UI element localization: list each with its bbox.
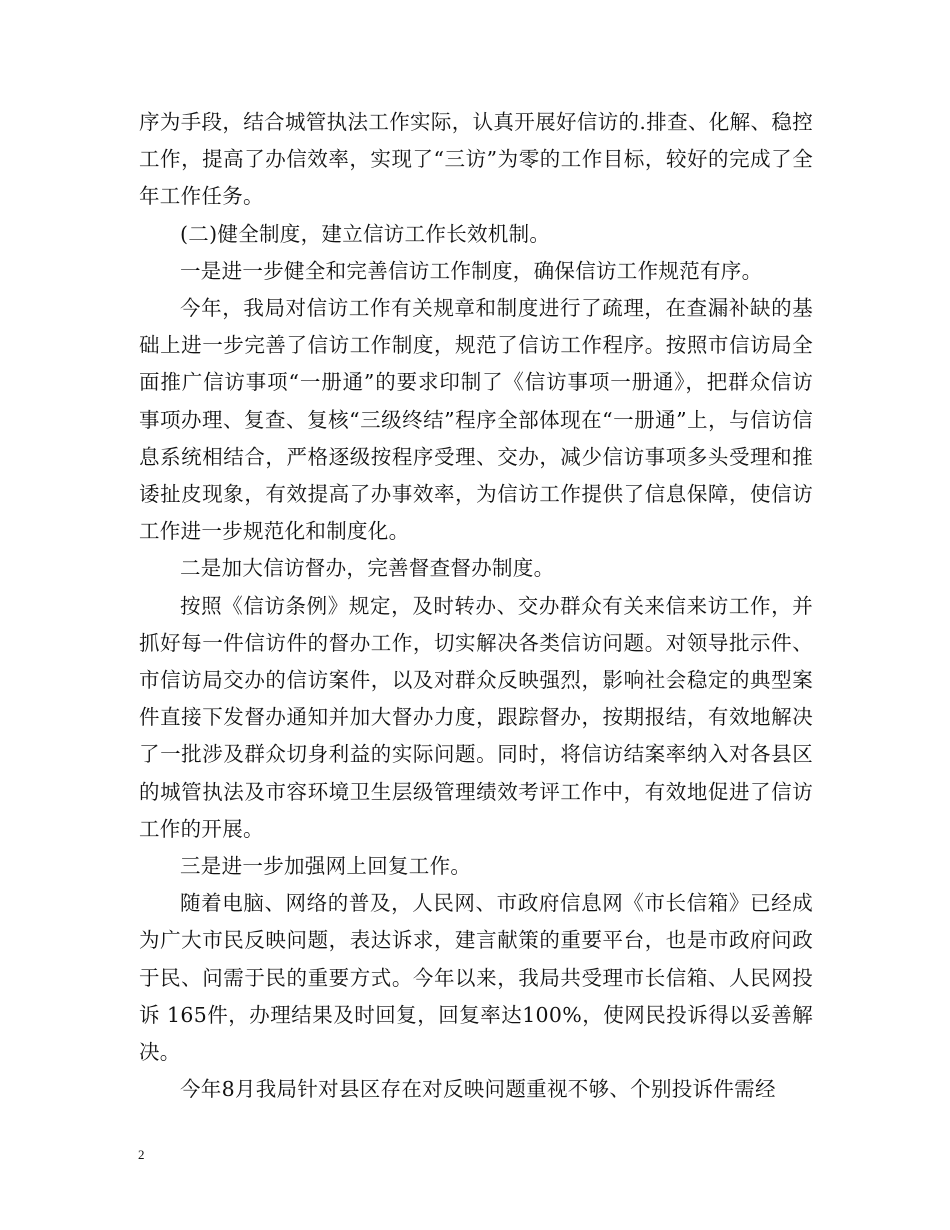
paragraph: 今年，我局对信访工作有关规章和制度进行了疏理，在查漏补缺的基础上进一步完善了信访工作制度，规范了信访工作程序。按照市信访局全面推广信访事项“一册通”的要求印制了《信访事项一册通》，把群众信访事项办理、复查、复核“三级终结”程序全部体现在“一册通”上，与信访信息系统相结合，严格逐级按程序受理、交办，减少信访事项多头受理和推诿扯皮现象，有效提高了办事效率，为信访工作提供了信息保障，使信访工作进一步规范化和制度化。 xyxy=(139,296,813,544)
paragraph: 随着电脑、网络的普及，人民网、市政府信息网《市长信箱》已经成为广大市民反映问题，表达诉求，建言献策的重要平台，也是市政府问政于民、问需于民的重要方式。今年以来，我局共受理市长信箱、人民网投诉 165件，办理结果及时回复，回复率达100%，使网民投诉得以妥善解决。 xyxy=(139,891,813,1065)
paragraph-truncated: 今年8月我局针对县区存在对反映问题重视不够、个别投诉件需经 xyxy=(180,1077,776,1102)
subheading-two: 二是加大信访督办，完善督查督办制度。 xyxy=(180,556,555,581)
paragraph: 按照《信访条例》规定，及时转办、交办群众有关来信来访工作，并抓好每一件信访件的督办工作，切实解决各类信访问题。对领导批示件、市信访局交办的信访案件，以及对群众反映强烈，影响社会稳定的典型案件直接下发督办通知并加大督办力度，跟踪督办，按期报结，有效地解决了一批涉及群众切身利益的实际问题。同时，将信访结案率纳入对各县区的城管执法及市容环境卫生层级管理绩效考评工作中，有效地促进了信访工作的开展。 xyxy=(139,593,813,841)
subheading-three: 三是进一步加强网上回复工作。 xyxy=(180,854,472,879)
subheading-one: 一是进一步健全和完善信访工作制度，确保信访工作规范有序。 xyxy=(180,258,763,283)
paragraph-continuation: 序为手段，结合城管执法工作实际，认真开展好信访的.排查、化解、稳控工作，提高了办信效率，实现了“三访”为零的工作目标，较好的完成了全年工作任务。 xyxy=(139,110,813,209)
section-heading: (二)健全制度，建立信访工作长效机制。 xyxy=(180,221,551,246)
page-number: 2 xyxy=(138,1147,145,1162)
document-body xyxy=(139,104,813,1108)
